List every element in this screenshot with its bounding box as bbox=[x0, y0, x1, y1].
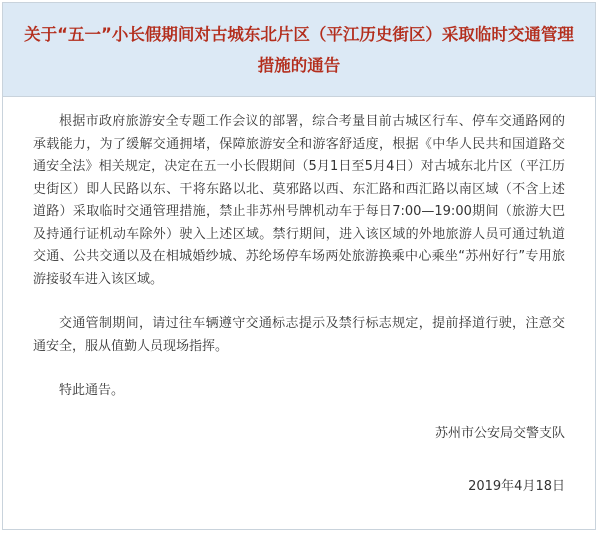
notice-panel bbox=[2, 2, 596, 530]
notice-signer: 苏州市公安局交警支队 bbox=[434, 425, 565, 441]
paragraph-request: 交通管制期间，请过往车辆遵守交通标志提示及禁行标志规定，提前择道行驶，注意交通安全，服从值勤人员现场指挥。 bbox=[33, 316, 565, 354]
notice-title: 关于“五一”小长假期间对古城东北片区（平江历史街区）采取临时交通管理措施的通告 bbox=[24, 25, 574, 75]
paragraph-closing: 特此通告。 bbox=[59, 383, 125, 398]
paragraph-arrangement: 根据市政府旅游安全专题工作会议的部署，综合考量目前古城区行车、停车交通路网的承载能力，为了缓解交通拥堵，保障旅游安全和游客舒适度，根据《中华人民共和国道路交通安全法》相关规定，决定在五一小长假期间（5月1日至5月4日）对古城东北片区（平江历史街区）即人民路以东、干将东路以北、莫邪路以西、东汇路和西汇路以南区域（不含上述道路）采取临时交通管理措施，禁止非苏州号牌机动车于每日7:00—19:00期间（旅游大巴及持通行证机动车除外）驶入上述区域。禁行期间，进入该区域的外地旅游人员可通过轨道交通、公共交通以及在相城婚纱城、苏纶场停车场两处旅游换乘中心乘坐“苏州好行”专用旅游接驳车进入该区域。 bbox=[33, 114, 565, 287]
notice-body bbox=[3, 97, 595, 499]
notice-date: 2019年4月18日 bbox=[468, 479, 565, 494]
notice-header bbox=[3, 3, 595, 97]
